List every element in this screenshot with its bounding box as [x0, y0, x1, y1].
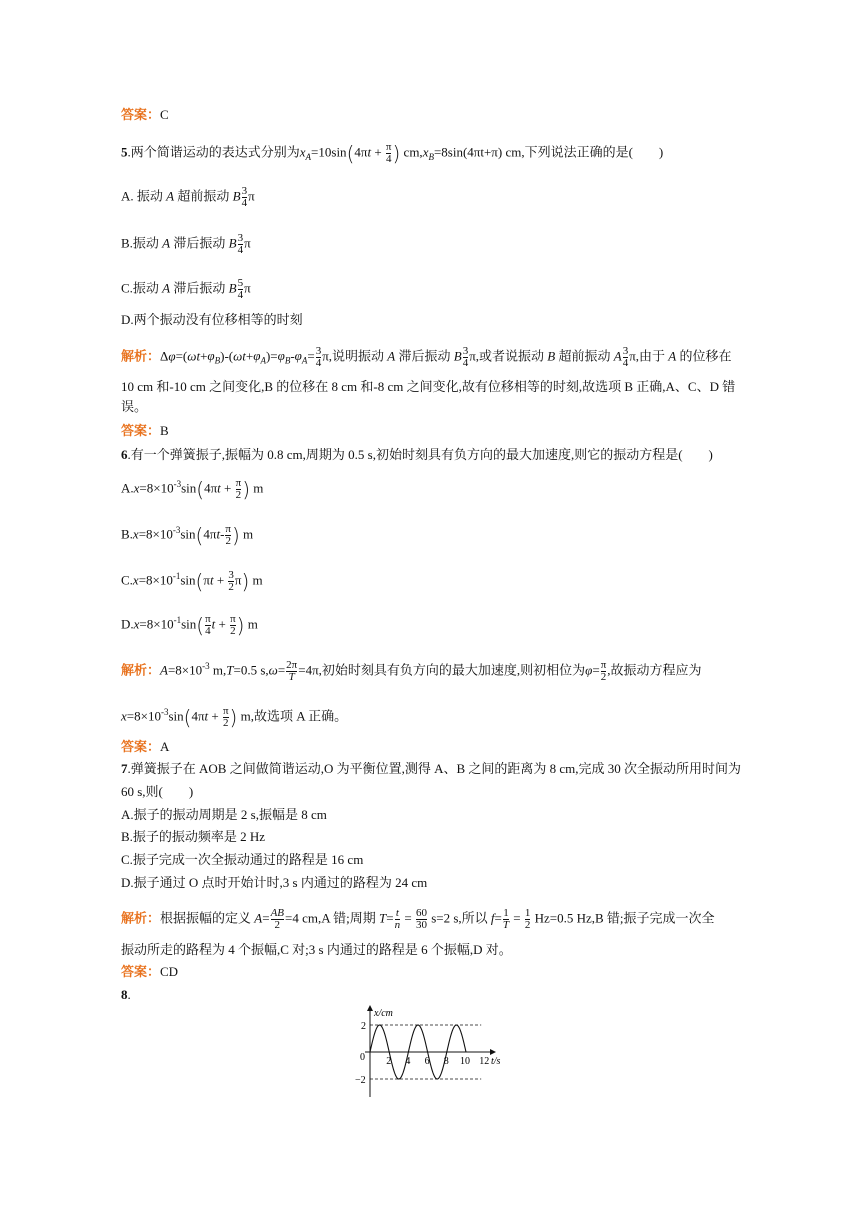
q6-option-d: $D.x=8\times 10^{-1}\sin$( $\frac{\pi}{4}$ t + $\frac{\pi}{2}$ ) m — [121, 613, 258, 638]
question-number: 6 — [121, 447, 128, 462]
q7-option-a: A.振子的振动周期是 2 s,振幅是 8 cm — [121, 807, 327, 822]
x-tick-label: 2 — [386, 1056, 392, 1067]
answer-label: 答案： — [121, 423, 161, 438]
q6-option-a: $A.x=8\times 10^{-3}\sin(4\pi t$ + $\frac{\pi}{2}$ ) m — [121, 477, 264, 502]
origin-label: 0 — [360, 1052, 365, 1063]
q6-answer — [121, 738, 169, 756]
q7-stem-text: .弹簧振子在 AOB 之间做简谐运动,O 为平衡位置,测得 A、B 之间的距离为 8 cm,完成 30 次全振动所用时间为 — [127, 761, 742, 776]
q7-option-b: B.振子的振动频率是 2 Hz — [121, 829, 266, 844]
q6-option-c: $C.x=8\times 10^{-1}\sin(\pi t$ + $\frac{3}{2}$ π) m — [121, 569, 263, 594]
x-tick-label: 8 — [443, 1056, 449, 1067]
analysis-label: 解析： — [121, 910, 161, 926]
x-axis-label: t/s — [491, 1056, 501, 1067]
answer-value: A — [160, 739, 170, 754]
q7-option-c: C.振子完成一次全振动通过的路程是 16 cm — [121, 852, 364, 867]
q5-option-c: C.振动 A 滞后振动 B $\frac{5}{4}$ π — [121, 277, 251, 301]
x-tick-label: 6 — [424, 1056, 430, 1067]
q5-analysis-line2: 10 cm 和-10 cm 之间变化,B 的位移在 8 cm 和-8 cm 之间变化,故有位移相等的时刻,故选项 B 正确,A、C、D 错 — [121, 379, 736, 394]
y-axis-label: x/cm — [374, 1008, 393, 1019]
q8-graph — [345, 1004, 515, 1100]
q7-stem-line1 — [121, 760, 741, 778]
q5-analysis-line1: 解析：$\Delta\varphi=(\omega t+\varphi_B)-(\omega t+\varphi_A)=\varphi_B-\varphi_A=$ $\frac{3}{4}$ π,说明振动 A 滞后振动 B $\frac{3}{4}$ π,或者说振动 B 超前振动 A $\frac{3}{4}$ π,由于 A 的位移在 — [121, 345, 732, 369]
q6-stem — [121, 446, 713, 464]
q5-option-a: A. 振动 A 超前振动 B $\frac{3}{4}$ π — [121, 185, 255, 209]
q7-option-d: D.振子通过 O 点时开始计时,3 s 内通过的路程为 24 cm — [121, 875, 428, 890]
q5-stem-text-2: cm, — [403, 144, 423, 160]
question-number: 5 — [121, 144, 128, 160]
q5-stem: 5.两个简谐运动的表达式分别为$x_A=10\sin(4\pi t$ + $\frac{\pi}{4}$ ) $cm,x_B=8\sin(4\pi t+\pi)$ cm,下列说法正确的是( ) — [121, 141, 664, 166]
analysis-label: 解析： — [121, 662, 161, 678]
answer-value: B — [160, 423, 169, 438]
x-tick-labels — [386, 1056, 489, 1067]
answer-value: CD — [160, 964, 179, 979]
q6-option-b: $B.x=8\times 10^{-3}\sin(4\pi t-$ $\frac{\pi}{2}$ ) m — [121, 523, 254, 548]
q8-stem — [121, 986, 131, 1004]
answer-label: 答案： — [121, 964, 161, 979]
q7-stem-line2: 60 s,则( ) — [121, 784, 194, 799]
analysis-label: 解析： — [121, 348, 161, 364]
q4-answer — [121, 106, 169, 124]
x-tick-label: 4 — [405, 1056, 411, 1067]
q5-answer — [121, 422, 169, 440]
question-number: 7 — [121, 761, 128, 776]
q8-dot: . — [127, 987, 131, 1002]
q5-stem-text: .两个简谐运动的表达式分别为 — [127, 144, 300, 160]
q5-option-d: D.两个振动没有位移相等的时刻 — [121, 312, 303, 327]
q7-answer — [121, 963, 178, 981]
q6-analysis-line2: $x=8\times 10^{-3}\sin(4\pi t$ + $\frac{\pi}{2}$ ) m,故选项 A 正确。 — [121, 705, 348, 730]
question-number: 8 — [121, 987, 128, 1002]
y-tick-label: 2 — [361, 1021, 366, 1032]
q6-analysis-line1: 解析：$A=8\times 10^{-3}$ m,T=0.5 s,ω= $\frac{2\pi}{T}$ =4π,初始时刻具有负方向的最大加速度,则初相位为φ= $\frac{\pi}{2}$ ,故振动方程应为 — [121, 659, 702, 683]
answer-label: 答案： — [121, 107, 161, 122]
q7-analysis-line2: 振动所走的路程为 4 个振幅,C 对;3 s 内通过的路程是 6 个振幅,D 对。 — [121, 942, 512, 957]
q5-analysis-line3: 误。 — [121, 399, 148, 414]
x-tick-label: 12 — [479, 1056, 490, 1067]
q5-option-b: B.振动 A 滞后振动 B $\frac{3}{4}$ π — [121, 232, 251, 256]
answer-label: 答案： — [121, 739, 161, 754]
q7-analysis-line1: 解析：根据振幅的定义 A= $\frac{AB}{2}$ =4 cm,A 错;周期 T= $\frac{t}{n}$ = $\frac{60}{30}$ s=2 s,所以 f= $\frac{1}{T}$ = $\frac{1}{2}$ Hz=0.5 Hz,B 错;振子完成一次全 — [121, 907, 715, 931]
q6-stem-text: .有一个弹簧振子,振幅为 0.8 cm,周期为 0.5 s,初始时刻具有负方向的最大加速度,则它的振动方程是( ) — [127, 447, 713, 462]
x-tick-label: 10 — [460, 1056, 470, 1067]
answer-value: C — [160, 107, 169, 122]
y-tick-label: −2 — [355, 1075, 366, 1086]
q5-stem-text-3: =8sin(4πt+π) cm,下列说法正确的是( ) — [433, 144, 664, 160]
